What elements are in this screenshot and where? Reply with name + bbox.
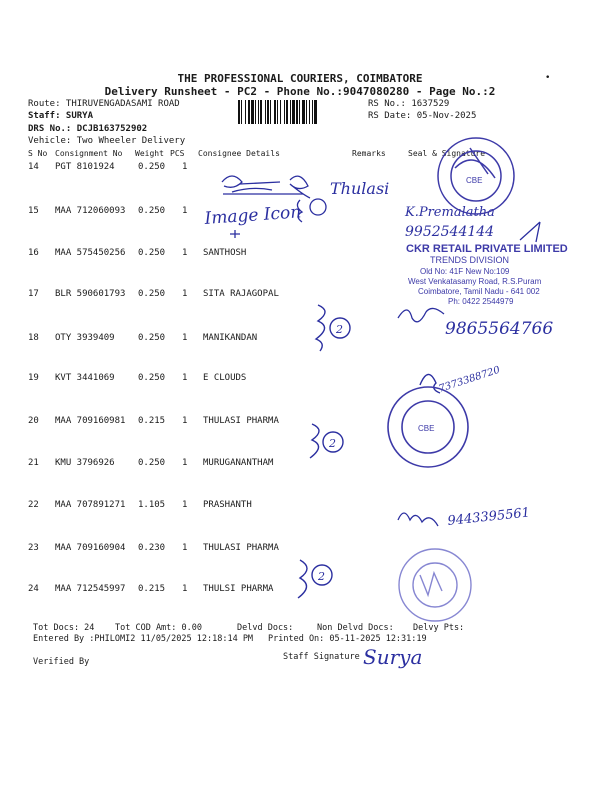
- col-remarks: Remarks: [352, 149, 386, 158]
- route-label: Route: THIRUVENGADASAMI ROAD: [28, 99, 180, 109]
- row-consignee: MURUGANANTHAM: [203, 458, 274, 468]
- row-pcs: 1: [182, 458, 188, 468]
- row-weight: 0.250: [138, 206, 166, 216]
- svg-text:Coimbatore, Tamil Nadu - 641 0: Coimbatore, Tamil Nadu - 641 002: [418, 287, 540, 296]
- row-weight: 0.250: [138, 333, 166, 343]
- row24-circle-mark: [298, 560, 332, 598]
- col-pcs: PCS: [170, 149, 185, 158]
- row-weight: 0.230: [138, 543, 166, 553]
- row-weight: 0.215: [138, 416, 166, 426]
- svg-text:Old No: 41F New No:109: Old No: 41F New No:109: [420, 267, 510, 276]
- row-weight: 0.250: [138, 162, 166, 172]
- col-details: Consignee Details: [198, 149, 280, 158]
- row-pcs: 1: [182, 373, 188, 383]
- svg-text:TRENDS DIVISION: TRENDS DIVISION: [430, 255, 510, 265]
- svg-text:CKR RETAIL PRIVATE LIMITED: CKR RETAIL PRIVATE LIMITED: [406, 243, 568, 255]
- row22-phone: 9443395561: [446, 505, 531, 529]
- row-pcs: 1: [182, 543, 188, 553]
- row-sno: 15: [28, 206, 39, 216]
- svg-text:Ph: 0422 2544979: Ph: 0422 2544979: [448, 297, 514, 306]
- row-pcs: 1: [182, 416, 188, 426]
- row-pcs: 1: [182, 289, 188, 299]
- row-pcs: 1: [182, 333, 188, 343]
- runsheet-title: Delivery Runsheet - PC2 - Phone No.:9047080280 - Page No.:2: [104, 85, 496, 98]
- row-consignment: MAA 707891271: [55, 500, 126, 510]
- tot-docs: Tot Docs: 24: [33, 623, 95, 633]
- row-consignee: SITA RAJAGOPAL: [203, 289, 279, 299]
- delvy-pts: Delvy Pts:: [413, 623, 465, 633]
- col-consignment: Consignment No: [55, 149, 123, 158]
- row-consignment: MAA 575450256: [55, 248, 126, 258]
- svg-text:2: 2: [336, 323, 343, 336]
- row-consignment: KVT 3441069: [55, 373, 115, 383]
- svg-text:West Venkatasamy Road, R.S.Pur: West Venkatasamy Road, R.S.Puram: [408, 277, 542, 286]
- vehicle-label: Vehicle: Two Wheeler Delivery: [28, 136, 186, 146]
- svg-text:2: 2: [329, 437, 336, 450]
- row-sno: 19: [28, 373, 39, 383]
- row-consignment: MAA 709160981: [55, 416, 126, 426]
- row-pcs: 1: [182, 162, 188, 172]
- row-sno: 17: [28, 289, 39, 299]
- delvd-docs: Delvd Docs:: [237, 623, 294, 633]
- row-consignee: PRASHANTH: [203, 500, 252, 510]
- row14-signature: [222, 176, 310, 198]
- row15-scrawl: Image Icon: [203, 202, 302, 229]
- row-weight: 0.250: [138, 248, 166, 258]
- row-pcs: 1: [182, 500, 188, 510]
- row-sno: 20: [28, 416, 39, 426]
- drs-number: DRS No.: DCJB163752902: [28, 124, 148, 134]
- row21-circle-mark: [310, 424, 343, 458]
- svg-text:2: 2: [318, 570, 325, 583]
- row22-signature: [398, 513, 438, 526]
- row-consignee: THULSI PHARMA: [203, 584, 274, 594]
- row-weight: 0.250: [138, 373, 166, 383]
- rs-date: RS Date: 05-Nov-2025: [368, 111, 477, 121]
- row-sno: 22: [28, 500, 39, 510]
- row-weight: 1.105: [138, 500, 166, 510]
- row-consignment: OTY 3939409: [55, 333, 115, 343]
- row-consignee: THULASI PHARMA: [203, 416, 279, 426]
- row18-circle-mark: [316, 305, 350, 351]
- row20-phone: 7373388720: [437, 364, 502, 395]
- row-sno: 23: [28, 543, 39, 553]
- row18-phone: 9865564766: [445, 319, 554, 339]
- row15-sign: K.Premalatha: [405, 205, 495, 220]
- row-consignment: MAA 712060093: [55, 206, 126, 216]
- row-consignment: KMU 3796926: [55, 458, 115, 468]
- col-weight: Weight: [135, 149, 164, 158]
- row-sno: 14: [28, 162, 39, 172]
- row14-name: Thulasi: [330, 179, 390, 198]
- row-weight: 0.250: [138, 289, 166, 299]
- row-consignee: MANIKANDAN: [203, 333, 258, 343]
- row-weight: 0.250: [138, 458, 166, 468]
- row-pcs: 1: [182, 206, 188, 216]
- corner-mark: •: [545, 73, 551, 83]
- row-consignment: MAA 709160904: [55, 543, 126, 553]
- non-delvd-docs: Non Delvd Docs:: [317, 623, 394, 633]
- row-consignment: PGT 8101924: [55, 162, 115, 172]
- rs-number: RS No.: 1637529: [368, 99, 450, 109]
- staff-label: Staff: SURYA: [28, 111, 94, 121]
- thulasi-stamp-mid-center: CBE: [418, 424, 435, 433]
- row-pcs: 1: [182, 248, 188, 258]
- row-consignment: MAA 712545997: [55, 584, 126, 594]
- printed-on: Printed On: 05-11-2025 12:31:19: [268, 634, 427, 644]
- entered-by: Entered By :PHILOMI2 11/05/2025 12:18:14 PM: [33, 634, 254, 644]
- row-pcs: 1: [182, 584, 188, 594]
- col-seal: Seal & Signature: [408, 149, 486, 158]
- row18-signature: [398, 308, 444, 321]
- company-title: THE PROFESSIONAL COURIERS, COIMBATORE: [177, 72, 423, 85]
- staff-signature-label: Staff Signature: [283, 652, 360, 662]
- row15-phone: 9952544144: [405, 224, 495, 240]
- row-consignee: E CLOUDS: [203, 373, 247, 383]
- verified-by: Verified By: [33, 657, 90, 667]
- row-consignment: BLR 590601793: [55, 289, 126, 299]
- tot-cod: Tot COD Amt: 0.00: [115, 623, 202, 633]
- col-sno: S No: [28, 149, 48, 158]
- row-consignee: THULASI PHARMA: [203, 543, 279, 553]
- row-weight: 0.215: [138, 584, 166, 594]
- row-sno: 18: [28, 333, 39, 343]
- thulasi-stamp-bottom: [399, 549, 471, 621]
- thulasi-stamp-top-center: CBE: [466, 176, 483, 185]
- row-consignee: SANTHOSH: [203, 248, 247, 258]
- row-sno: 21: [28, 458, 39, 468]
- row-sno: 16: [28, 248, 39, 258]
- row-sno: 24: [28, 584, 39, 594]
- staff-handwritten-sign: Surya: [363, 645, 423, 669]
